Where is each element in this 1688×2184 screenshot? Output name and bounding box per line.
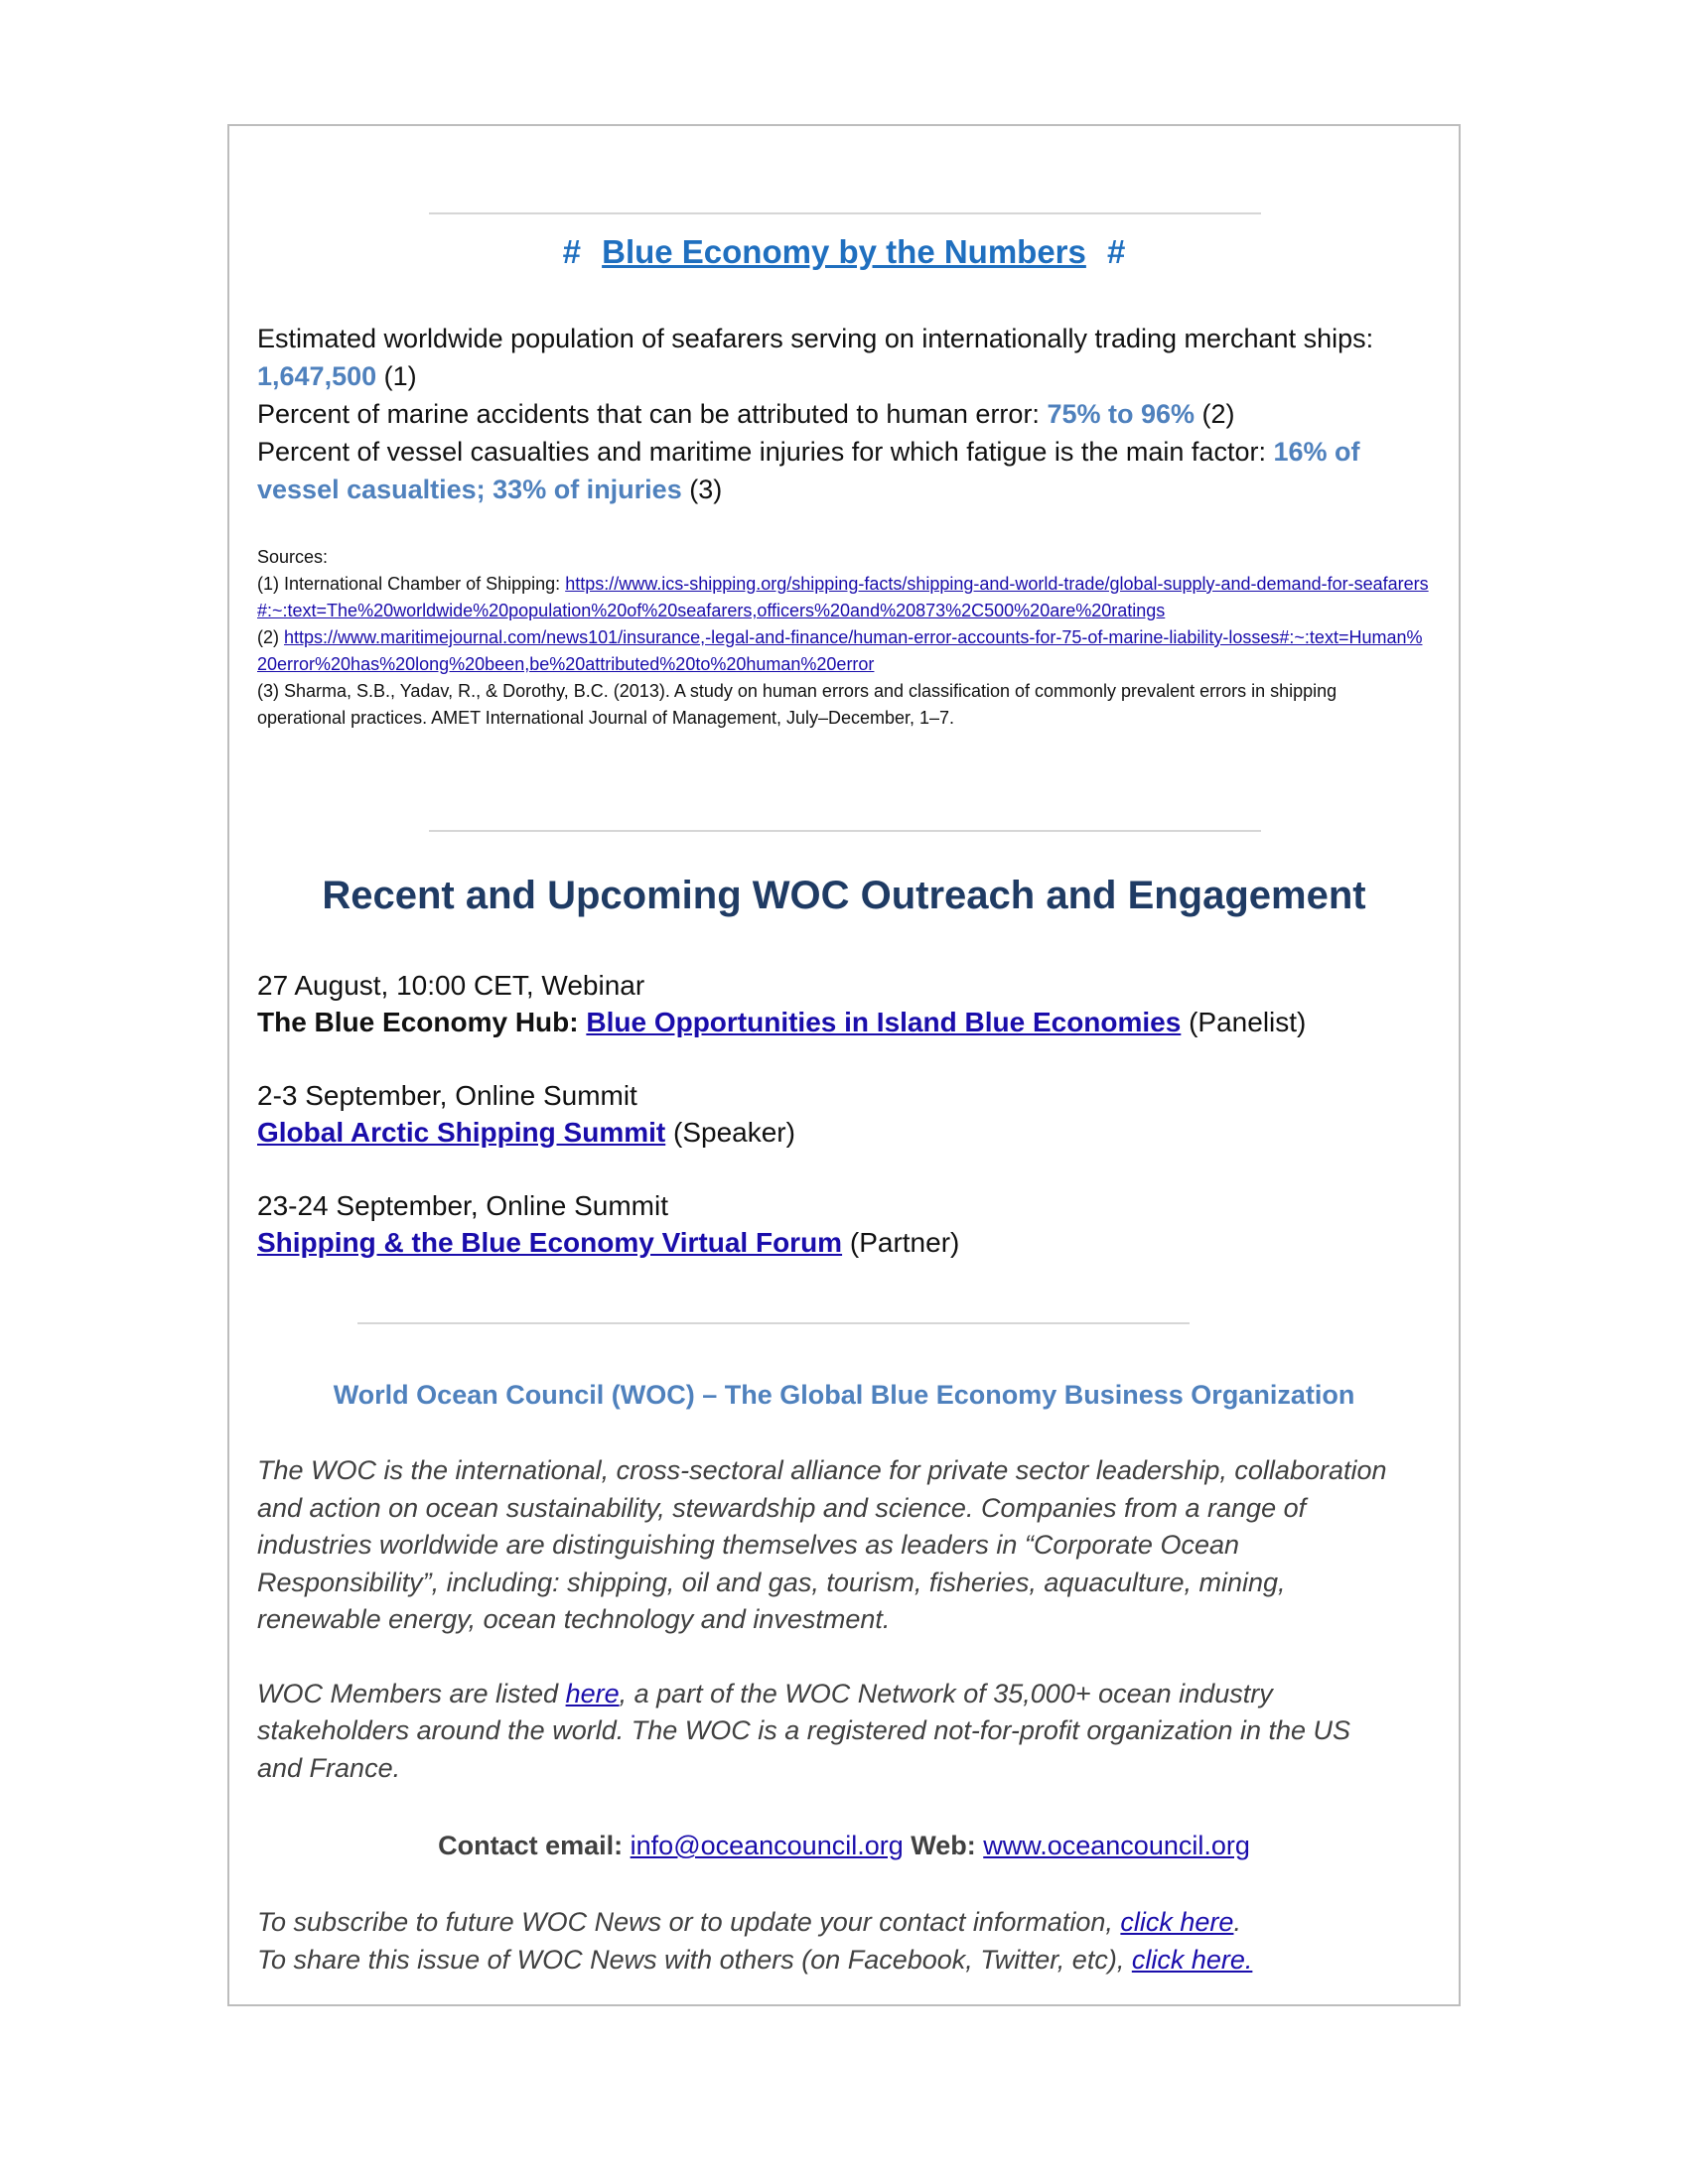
stats-list: [257, 320, 1429, 508]
email-link[interactable]: info@oceancouncil.org: [630, 1831, 904, 1860]
hash-left: #: [562, 233, 581, 270]
hash-right: #: [1107, 233, 1126, 270]
divider-top: [429, 212, 1261, 214]
stat-ref: (2): [1195, 399, 1235, 429]
event-date: 2-3 September, Online Summit: [257, 1080, 637, 1111]
source-link[interactable]: https://www.ics-shipping.org/shipping-facts/shipping-and-world-trade/global-supply-and-demand-for-seafarers#:~:text=The%20worldwide%20population%20of%20seafarers,officers%20and%20873%2C500%20are%20ratings: [257, 574, 1429, 620]
event-item: [257, 1187, 1429, 1261]
org-heading: World Ocean Council (WOC) – The Global Blue Economy Business Organization: [333, 1380, 1355, 1410]
source-prefix: (3) Sharma, S.B., Yadav, R., & Dorothy, B.C. (2013). A study on human errors and classification of commonly prevalent errors in shipping operational practices. AMET International Journal of Management, July–December, 1–7.: [257, 681, 1337, 728]
event-link[interactable]: Blue Opportunities in Island Blue Economies: [586, 1007, 1182, 1037]
source-item: [257, 624, 1429, 678]
members-paragraph: [257, 1676, 1389, 1788]
event-link[interactable]: Global Arctic Shipping Summit: [257, 1117, 666, 1148]
contact-line: [227, 1831, 1461, 1861]
stat-value: 75% to 96%: [1047, 399, 1196, 429]
source-link[interactable]: https://www.maritimejournal.com/news101/insurance,-legal-and-finance/human-error-accounts-for-75-of-marine-liability-losses#:~:text=Human%20error%20has%20long%20been,be%20attributed%20to%20human%20error: [257, 627, 1423, 674]
source-prefix: (2): [257, 627, 284, 647]
stat-text: Percent of marine accidents that can be attributed to human error:: [257, 399, 1048, 429]
event-role: (Panelist): [1181, 1007, 1307, 1037]
event-date: 27 August, 10:00 CET, Webinar: [257, 970, 645, 1001]
members-prefix: WOC Members are listed: [257, 1678, 566, 1708]
divider-bottom: [357, 1322, 1190, 1324]
subscribe-end: .: [1233, 1907, 1241, 1937]
stat-item: [257, 433, 1429, 508]
stat-text: Estimated worldwide population of seafarers serving on internationally trading merchant ships:: [257, 324, 1374, 353]
numbers-heading: [227, 233, 1461, 271]
share-text: To share this issue of WOC News with others (on Facebook, Twitter, etc),: [257, 1944, 1132, 1975]
events-list: [257, 967, 1429, 1297]
about-block: [257, 1452, 1389, 1824]
web-link[interactable]: www.oceancouncil.org: [983, 1831, 1250, 1860]
event-item: [257, 967, 1429, 1040]
event-link[interactable]: Shipping & the Blue Economy Virtual Forum: [257, 1227, 843, 1258]
outreach-heading: Recent and Upcoming WOC Outreach and Engagement: [322, 874, 1366, 917]
event-date: 23-24 September, Online Summit: [257, 1190, 668, 1221]
stat-item: [257, 320, 1429, 395]
about-paragraph: The WOC is the international, cross-sectoral alliance for private sector leadership, collaboration and action on ocean sustainability, stewardship and science. Companies from a range of industries worldwide are distinguishing themselves as leaders in “Corporate Ocean Responsibility”, including: shipping, oil and gas, tourism, fisheries, aquaculture, mining, renewable energy, ocean technology and investment.: [257, 1455, 1387, 1634]
source-prefix: (1) International Chamber of Shipping:: [257, 574, 566, 594]
sources-block: [257, 544, 1429, 732]
event-item: [257, 1077, 1429, 1151]
share-link[interactable]: click here.: [1131, 1944, 1253, 1975]
members-link[interactable]: here: [565, 1678, 620, 1708]
share-line: [257, 1942, 1429, 1979]
subscribe-link[interactable]: click here: [1120, 1907, 1234, 1937]
members-suffix: , a part of the WOC Network of 35,000+ ocean industry stakeholders around the world. The WOC is a registered not-for-profit organization in the US and France.: [257, 1678, 1351, 1783]
event-role: (Partner): [842, 1227, 960, 1258]
numbers-title-link[interactable]: Blue Economy by the Numbers: [602, 233, 1086, 270]
stat-ref: (3): [681, 475, 723, 504]
event-host: The Blue Economy Hub:: [257, 1007, 587, 1037]
stat-item: [257, 395, 1429, 433]
source-item: [257, 571, 1429, 624]
subscribe-text: To subscribe to future WOC News or to update your contact information,: [257, 1907, 1121, 1937]
stat-value: 1,647,500: [257, 361, 377, 391]
stat-ref: (1): [376, 361, 417, 391]
divider-middle: [429, 830, 1261, 832]
event-role: (Speaker): [665, 1117, 795, 1148]
web-label: Web:: [903, 1831, 984, 1860]
subscribe-block: [257, 1904, 1429, 1979]
stat-value: 16% of vessel casualties; 33% of injuries: [257, 437, 1360, 504]
subscribe-line: [257, 1904, 1429, 1942]
stat-text: Percent of vessel casualties and maritime injuries for which fatigue is the main factor:: [257, 437, 1274, 467]
sources-label: Sources:: [257, 547, 329, 567]
email-label: Contact email:: [438, 1831, 631, 1860]
source-item: [257, 678, 1429, 732]
